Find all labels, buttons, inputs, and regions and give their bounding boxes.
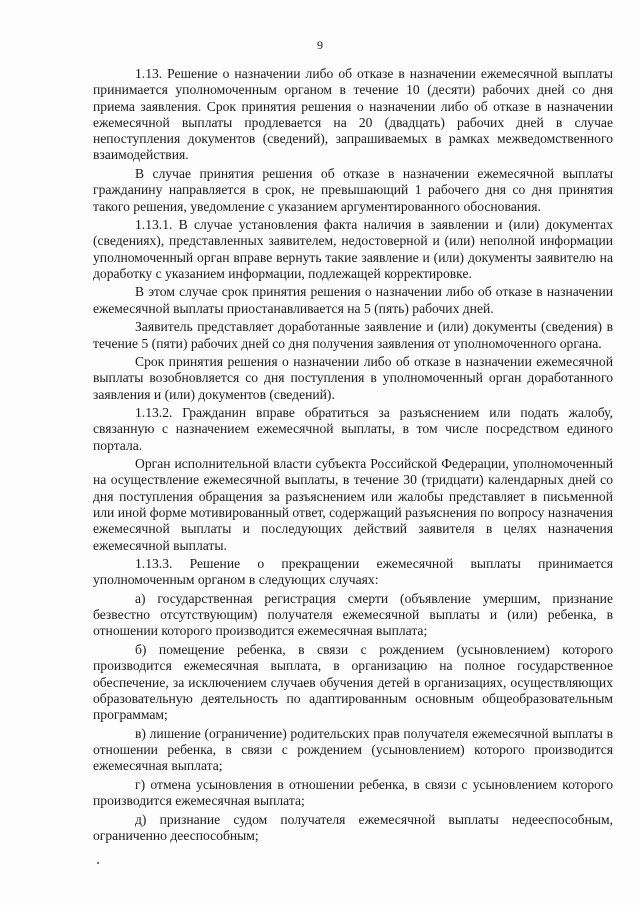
page-number: 9 xyxy=(317,38,323,52)
list-item-d: д) признание судом получателя ежемесячной выплаты недееспособным, ограниченно дееспособным; xyxy=(93,811,613,843)
paragraph-refusal-notice: В случае принятия решения об отказе в назначении ежемесячной выплаты гражданину направляется в срок, не превышающий 1 рабочего дня со дня принятия такого решения, уведомление с указанием аргументированного обоснования. xyxy=(93,165,613,214)
list-item-b: б) помещение ребенка, в связи с рождением (усыновлением) которого производится ежемесячная выплата, в организацию на полное государственное обеспечение, за исключением случаев обучения детей в организациях, осуществляющих образовательную деятельность по адаптированным основным общеобразовательным программам; xyxy=(93,641,613,723)
paragraph-1-13-1: 1.13.1. В случае установления факта наличия в заявлении и (или) документах (сведениях), представленных заявителем, недостоверной и (или) неполной информации уполномоченный орган вправе вернуть такие заявление и (или) документы заявителю на доработку с указанием информации, подлежащей корректировке. xyxy=(93,217,613,281)
paragraph-resubmission: Заявитель представляет доработанные заявление и (или) документы (сведения) в течение 5 (пяти) рабочих дней со дня получения заявления от уполномоченного органа. xyxy=(93,319,613,351)
paragraph-1-13-2: 1.13.2. Гражданин вправе обратиться за разъяснением или подать жалобу, связанную с назначением ежемесячной выплаты, в том числе посредством единого портала. xyxy=(93,405,613,453)
paragraph-1-13: 1.13. Решение о назначении либо об отказе в назначении ежемесячной выплаты принимается уполномоченным органом в течение 10 (десяти) рабочих дней со дня приема заявления. Срок принятия решения о назначении либо об отказе в назначении ежемесячной выплаты продлевается на 20 (двадцать) рабочих дней в случае непоступления документов (сведений), запрашиваемых в рамках межведомственного взаимодействия. xyxy=(93,66,613,163)
list-item-g: г) отмена усыновления в отношении ребенка, в связи с усыновлением которого производится ежемесячная выплата; xyxy=(93,776,613,809)
paragraph-authority-response: Орган исполнительной власти субъекта Российской Федерации, уполномоченный на осуществление ежемесячной выплаты, в течение 30 (тридцати) календарных дней со дня поступления обращения за разъяснением или жалобы представляет в письменной или иной форме мотивированный ответ, содержащий разъяснения по вопросу назначения ежемесячной выплаты и последующих действий заявителя в целях назначения ежемесячной выплаты. xyxy=(93,456,613,553)
scan-speck xyxy=(97,862,99,864)
paragraph-resumption: Срок принятия решения о назначении либо об отказе в назначении ежемесячной выплаты возобновляется со дня поступления в уполномоченный орган доработанного заявления и (или) документов (сведений). xyxy=(93,353,613,402)
document-body xyxy=(93,66,613,846)
list-item-v: в) лишение (ограничение) родительских прав получателя ежемесячной выплаты в отношении ребенка, в связи с рождением (усыновлением) которого производится ежемесячная выплата; xyxy=(93,725,613,774)
paragraph-suspension: В этом случае срок принятия решения о назначении либо об отказе в назначении ежемесячной выплаты приостанавливается на 5 (пять) рабочих дней. xyxy=(93,284,613,316)
list-item-a: а) государственная регистрация смерти (объявление умершим, признание безвестно отсутствующим) получателя ежемесячной выплаты и (или) ребенка, в отношении которого производится ежемесячная выплата; xyxy=(93,590,613,639)
paragraph-1-13-3: 1.13.3. Решение о прекращении ежемесячной выплаты принимается уполномоченным органом в следующих случаях: xyxy=(93,556,613,588)
